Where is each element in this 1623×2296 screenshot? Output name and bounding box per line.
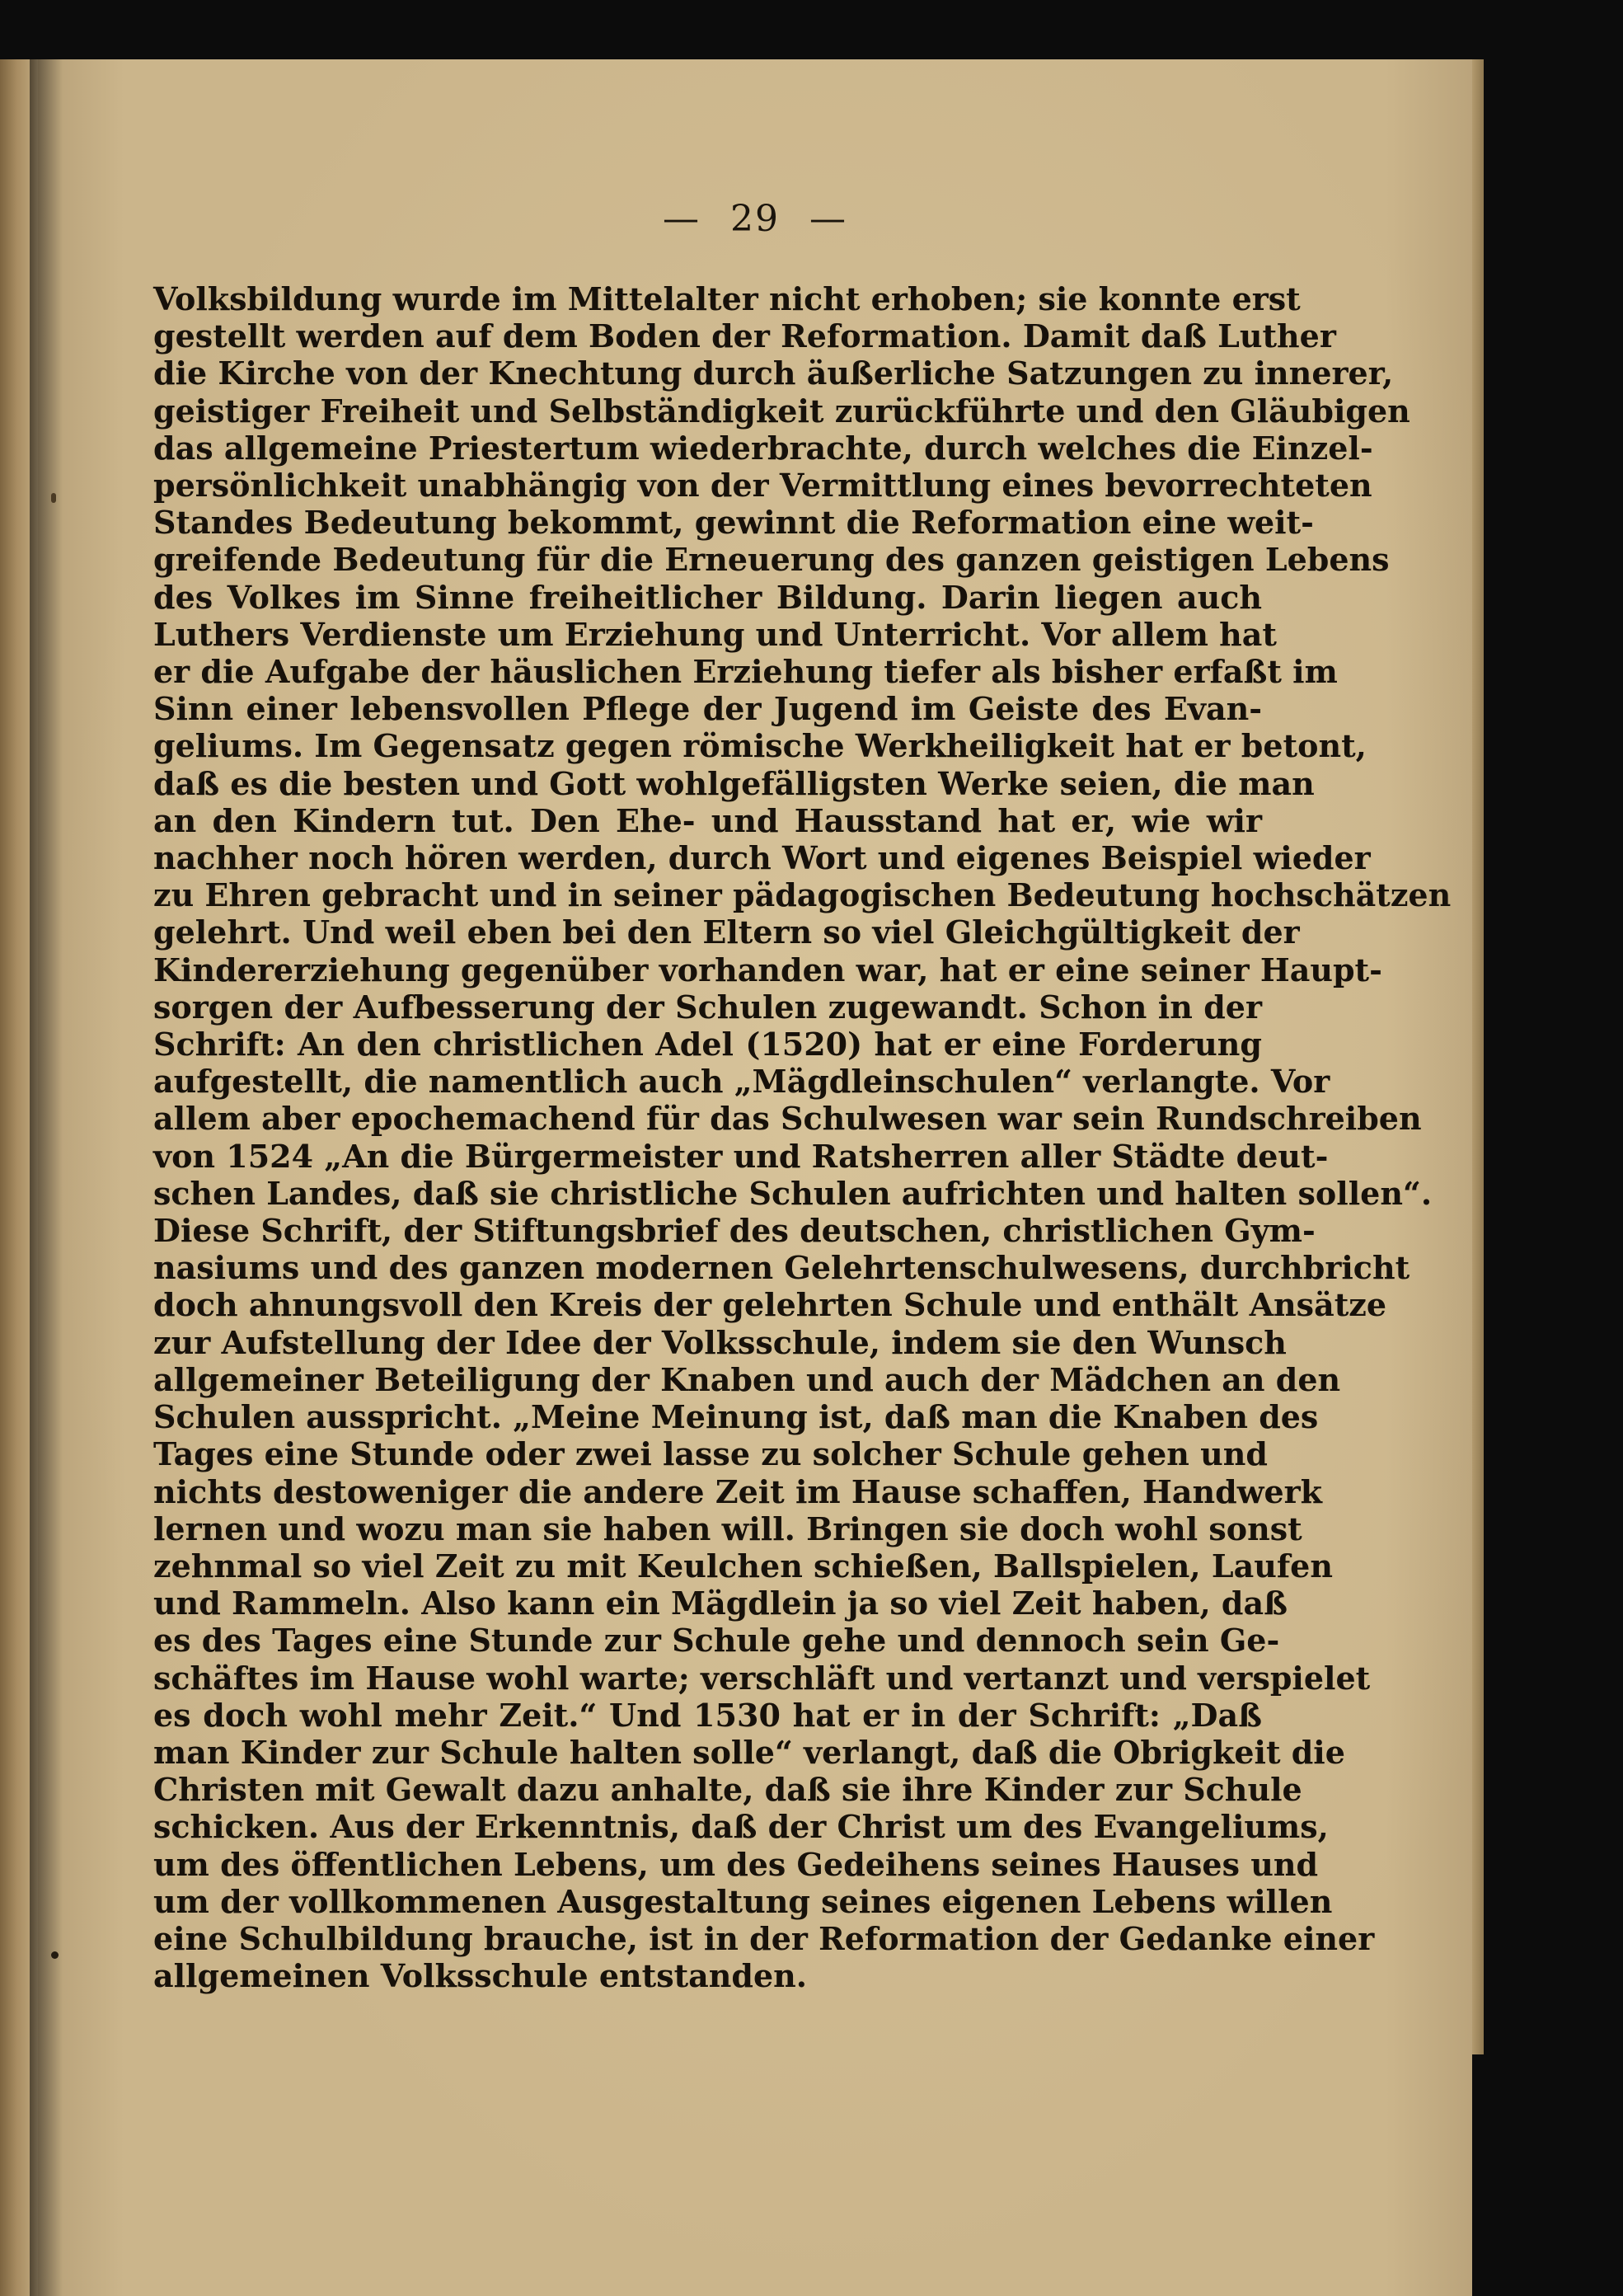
text-line: greifende Bedeutung für die Erneuerung des ganzen geistigen Lebens bbox=[153, 541, 1390, 579]
text-line: nasiums und des ganzen modernen Gelehrtenschulwesens, durchbricht bbox=[153, 1249, 1410, 1287]
text-line: lernen und wozu man sie haben will. Bringen sie doch wohl sonst bbox=[153, 1510, 1302, 1547]
text-line: gelehrt. Und weil eben bei den Eltern so viel Gleichgültigkeit der bbox=[153, 913, 1300, 951]
text-line: Schrift: An den christlichen Adel (1520) hat er eine Forderung bbox=[153, 1026, 1262, 1063]
text-line: schen Landes, daß sie christliche Schulen aufrichten und halten sollen“. bbox=[153, 1174, 1433, 1212]
text-line: das allgemeine Priestertum wiederbrachte, durch welches die Einzel- bbox=[153, 429, 1373, 467]
margin-dot bbox=[51, 1951, 59, 1959]
text-line: allgemeiner Beteiligung der Knaben und auch der Mädchen an den bbox=[153, 1360, 1341, 1398]
text-line: Christen mit Gewalt dazu anhalte, daß sie ihre Kinder zur Schule bbox=[153, 1771, 1302, 1809]
text-line: Kindererziehung gegenüber vorhanden war, hat er eine seiner Haupt- bbox=[153, 951, 1382, 988]
text-line: allem aber epochemachend für das Schulwesen war sein Rundschreiben bbox=[153, 1100, 1422, 1138]
text-line: er die Aufgabe der häuslichen Erziehung tiefer als bisher erfaßt im bbox=[153, 653, 1338, 691]
text-line: gestellt werden auf dem Boden der Reformation. Damit daß Luther bbox=[153, 317, 1336, 355]
text-line: Luthers Verdienste um Erziehung und Unterricht. Vor allem hat bbox=[153, 615, 1277, 653]
text-line: des Volkes im Sinne freiheitlicher Bildung. Darin liegen auch bbox=[153, 578, 1262, 616]
text-line: daß es die besten und Gott wohlgefälligsten Werke seien, die man bbox=[153, 764, 1315, 802]
text-line: zu Ehren gebracht und in seiner pädagogischen Bedeutung hochschätzen bbox=[153, 876, 1452, 914]
body-text bbox=[153, 280, 1452, 1995]
text-line: Standes Bedeutung bekommt, gewinnt die Reformation eine weit- bbox=[153, 504, 1314, 542]
margin-mark bbox=[51, 493, 56, 503]
text-line: persönlichkeit unabhängig von der Vermittlung eines bevorrechteten bbox=[153, 467, 1372, 505]
right-page-edge bbox=[1472, 59, 1484, 2054]
text-line: eine Schulbildung brauche, ist in der Reformation der Gedanke einer bbox=[153, 1919, 1375, 1957]
text-line: man Kinder zur Schule halten solle“ verlangt, daß die Obrigkeit die bbox=[153, 1733, 1345, 1771]
text-line: Volksbildung wurde im Mittelalter nicht erhoben; sie konnte erst bbox=[153, 280, 1301, 317]
text-line: allgemeinen Volksschule entstanden. bbox=[153, 1957, 808, 1995]
text-line: es des Tages eine Stunde zur Schule gehe und dennoch sein Ge- bbox=[153, 1622, 1280, 1660]
text-line: und Rammeln. Also kann ein Mägdlein ja so viel Zeit haben, daß bbox=[153, 1585, 1288, 1622]
text-line: sorgen der Aufbesserung der Schulen zugewandt. Schon in der bbox=[153, 988, 1262, 1026]
text-line: an den Kindern tut. Den Ehe- und Hausstand hat er, wie wir bbox=[153, 801, 1262, 839]
text-line: die Kirche von der Knechtung durch äußerliche Satzungen zu innerer, bbox=[153, 354, 1394, 392]
text-line: geliums. Im Gegensatz gegen römische Werkheiligkeit hat er betont, bbox=[153, 727, 1367, 765]
text-line: schicken. Aus der Erkenntnis, daß der Christ um des Evangeliums, bbox=[153, 1808, 1329, 1846]
text-line: es doch wohl mehr Zeit.“ Und 1530 hat er in der Schrift: „Daß bbox=[153, 1696, 1262, 1734]
text-line: Schulen ausspricht. „Meine Meinung ist, daß man die Knaben des bbox=[153, 1398, 1319, 1436]
page-number bbox=[38, 198, 1472, 240]
text-line: von 1524 „An die Bürgermeister und Ratsherren aller Städte deut- bbox=[153, 1137, 1329, 1175]
text-line: Diese Schrift, der Stiftungsbrief des deutschen, christlichen Gym- bbox=[153, 1212, 1316, 1250]
text-line: aufgestellt, die namentlich auch „Mägdleinschulen“ verlangte. Vor bbox=[153, 1063, 1330, 1101]
text-line: zehnmal so viel Zeit zu mit Keulchen schießen, Ballspielen, Laufen bbox=[153, 1547, 1333, 1585]
spine-shadow bbox=[30, 59, 63, 2296]
text-line: um des öffentlichen Lebens, um des Gedeihens seines Hauses und bbox=[153, 1845, 1319, 1883]
text-line: nichts destoweniger die andere Zeit im Hause schaffen, Handwerk bbox=[153, 1472, 1322, 1510]
page-number-dash-right: — bbox=[809, 198, 847, 240]
text-line: schäftes im Hause wohl warte; verschläft und vertanzt und verspielet bbox=[153, 1659, 1371, 1697]
page-number-dash-left: — bbox=[663, 198, 701, 240]
text-line: zur Aufstellung der Idee der Volksschule, indem sie den Wunsch bbox=[153, 1323, 1287, 1361]
text-line: doch ahnungsvoll den Kreis der gelehrten Schule und enthält Ansätze bbox=[153, 1286, 1387, 1324]
page-number-value: 29 bbox=[730, 198, 780, 240]
text-line: nachher noch hören werden, durch Wort und eigenes Beispiel wieder bbox=[153, 839, 1371, 877]
text-line: Sinn einer lebensvollen Pflege der Jugend im Geiste des Evan- bbox=[153, 690, 1262, 728]
text-line: um der vollkommenen Ausgestaltung seines eigenen Lebens willen bbox=[153, 1882, 1333, 1920]
text-line: Tages eine Stunde oder zwei lasse zu solcher Schule gehen und bbox=[153, 1435, 1268, 1473]
text-line: geistiger Freiheit und Selbständigkeit zurückführte und den Gläubigen bbox=[153, 392, 1410, 430]
